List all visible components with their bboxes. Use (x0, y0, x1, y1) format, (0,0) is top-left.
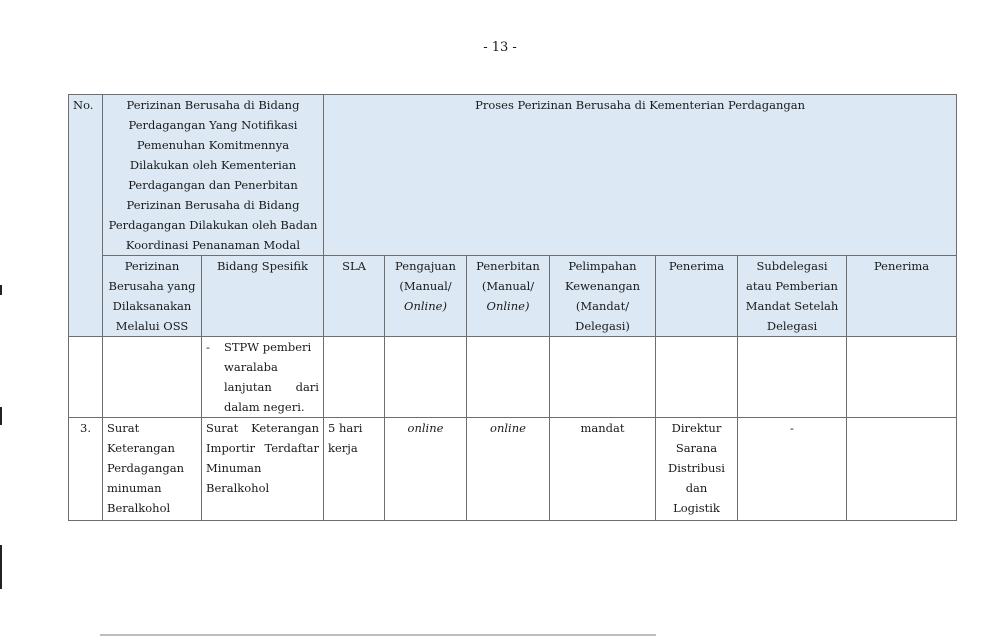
header-line: Berusaha yang (108, 279, 196, 293)
header-line: Subdelegasi (756, 259, 828, 273)
header-line: Pengajuan (395, 259, 456, 273)
header-permit-line: Dilakukan oleh Kementerian (129, 158, 297, 172)
header-permit-line: Perizinan Berusaha di Bidang (126, 198, 300, 212)
header-process-group: Proses Perizinan Berusaha di Kementerian Perdagangan (324, 95, 957, 256)
header-perizinan-oss (103, 256, 202, 337)
header-penerima-2: Penerima (847, 256, 957, 337)
header-no: No. (69, 95, 103, 337)
perizinan-line: Beralkohol (107, 501, 171, 515)
header-line: Penerbitan (476, 259, 540, 273)
cell-no (69, 337, 103, 418)
cell-pengajuan (385, 337, 467, 418)
cell-bidang-spesifik (202, 337, 324, 418)
cell-no: 3. (69, 418, 103, 521)
cell-perizinan (103, 418, 202, 521)
header-penerima-1: Penerima (656, 256, 738, 337)
header-permit-line: Perdagangan dan Penerbitan (128, 178, 298, 192)
permit-process-table (68, 94, 957, 521)
cell-penerima-1 (656, 418, 738, 521)
bidang-line: Beralkohol (206, 481, 270, 495)
cell-pelimpahan (550, 337, 656, 418)
penerima-line: dan (685, 481, 708, 495)
bidang-line: dalam negeri. (224, 400, 305, 414)
header-row-sub (69, 256, 957, 337)
bidang-line: STPW pemberi (224, 340, 312, 354)
penerima-line: Sarana (675, 441, 718, 455)
header-subdelegasi (738, 256, 847, 337)
header-permit-line: Perizinan Berusaha di Bidang (126, 98, 300, 112)
header-line: Perizinan (124, 259, 180, 273)
header-line: atau Pemberian (746, 279, 838, 293)
cell-penerbitan: online (467, 418, 550, 521)
cell-subdelegasi: - (738, 418, 847, 521)
header-penerbitan (467, 256, 550, 337)
scan-footer-line (100, 634, 656, 636)
cell-penerbitan (467, 337, 550, 418)
penerima-line: Distribusi (668, 461, 725, 475)
header-line: Dilaksanakan (112, 299, 192, 313)
cell-sla (324, 418, 385, 521)
cell-penerima-2 (847, 418, 957, 521)
list-dash: - (206, 340, 210, 354)
sla-line: kerja (328, 441, 358, 455)
header-line: Pelimpahan (568, 259, 637, 273)
table-row (69, 337, 957, 418)
header-line: Online) (486, 299, 530, 313)
cell-perizinan (103, 337, 202, 418)
header-line: Delegasi (766, 319, 818, 333)
bidang-item (206, 337, 319, 357)
bidang-line: lanjutan dari (224, 380, 319, 394)
header-line: Kewenangan (564, 279, 641, 293)
header-line: (Manual/ (481, 279, 535, 293)
header-row-main (69, 95, 957, 256)
table-row (69, 418, 957, 521)
cell-pengajuan: online (385, 418, 467, 521)
perizinan-line: Surat (107, 421, 140, 435)
header-permit-line: Perdagangan Dilakukan oleh Badan (108, 218, 318, 232)
sla-line: 5 hari (328, 421, 363, 435)
scan-edge-mark (0, 545, 2, 589)
header-permit-group (103, 95, 324, 256)
scan-edge-mark (0, 285, 2, 295)
bidang-line: waralaba (224, 360, 278, 374)
header-line: Mandat Setelah (745, 299, 839, 313)
header-permit-line: Pemenuhan Komitmennya (136, 138, 290, 152)
header-sla: SLA (324, 256, 385, 337)
header-permit-line: Perdagangan Yang Notifikasi (128, 118, 298, 132)
header-permit-line: Koordinasi Penanaman Modal (125, 238, 301, 252)
cell-subdelegasi (738, 337, 847, 418)
penerima-line: Direktur (671, 421, 722, 435)
header-line: (Manual/ (399, 279, 452, 293)
page-number: - 13 - (483, 40, 517, 55)
perizinan-line: Perdagangan (107, 461, 184, 475)
cell-pelimpahan: mandat (550, 418, 656, 521)
perizinan-line: Keterangan (107, 441, 175, 455)
perizinan-line: minuman (107, 481, 162, 495)
header-pengajuan (385, 256, 467, 337)
penerima-line: Logistik (673, 501, 720, 515)
header-line: Melalui OSS (115, 319, 189, 333)
cell-penerima-1 (656, 337, 738, 418)
header-line: (Mandat/ (575, 299, 630, 313)
bidang-line: Importir Terdaftar (206, 441, 319, 455)
bidang-line: Minuman (206, 461, 262, 475)
cell-penerima-2 (847, 337, 957, 418)
header-line: Online) (404, 299, 447, 313)
cell-sla (324, 337, 385, 418)
scan-edge-mark (0, 407, 2, 425)
cell-bidang-spesifik (202, 418, 324, 521)
bidang-line: Surat Keterangan (206, 421, 319, 435)
header-pelimpahan (550, 256, 656, 337)
header-bidang-spesifik: Bidang Spesifik (202, 256, 324, 337)
header-line: Delegasi) (575, 319, 630, 333)
